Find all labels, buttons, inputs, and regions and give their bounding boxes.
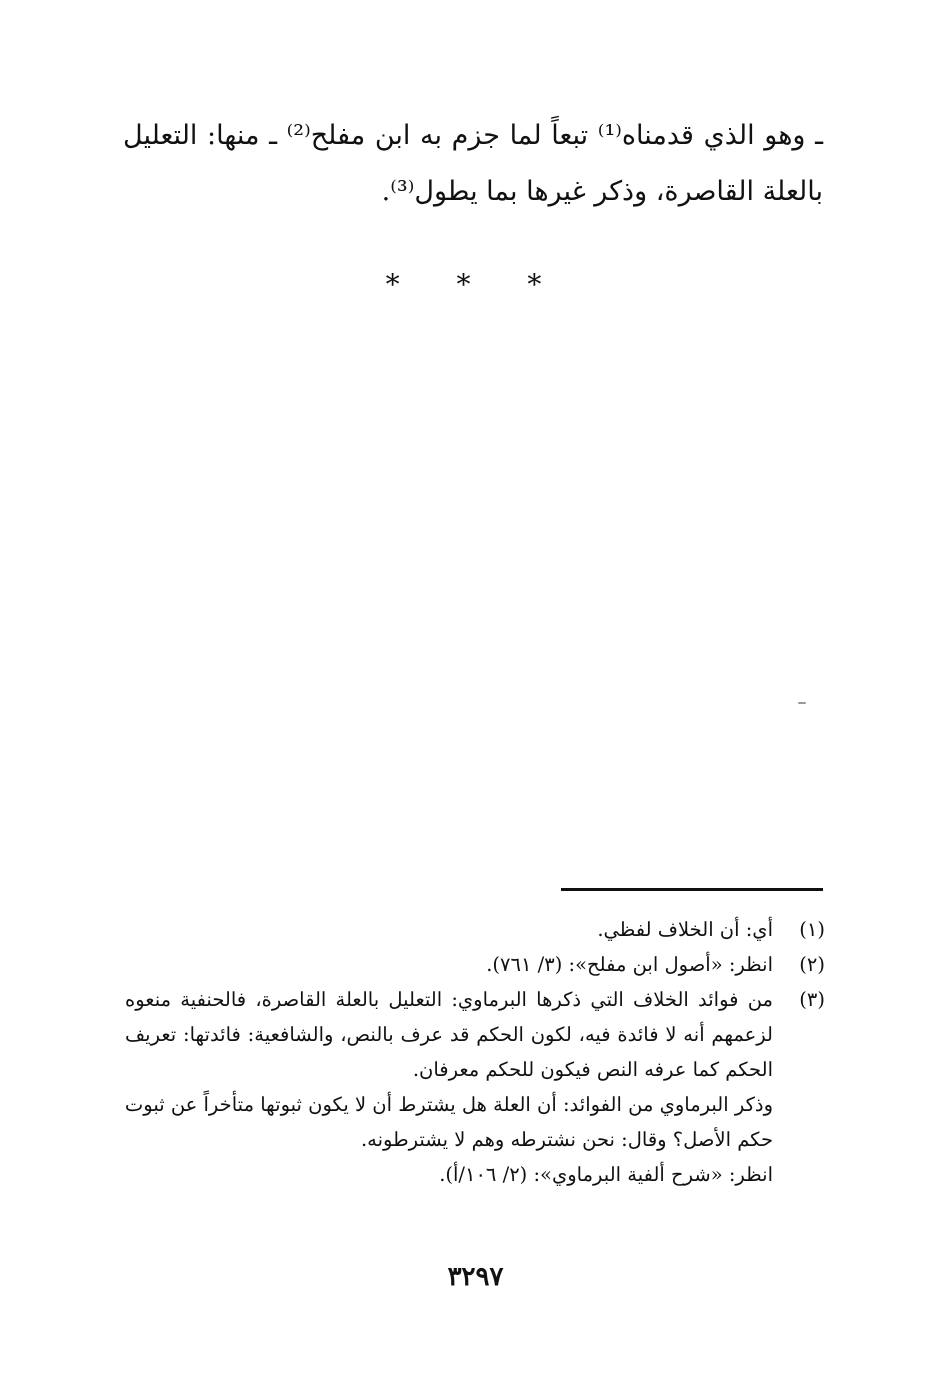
footnote-line: حكم الأصل؟ وقال: نحن نشترطه وهم لا يشترطونه.	[360, 1128, 773, 1151]
footnotes-block	[125, 912, 825, 1192]
main-text-line-2: بالعلة القاصرة، وذكر غيرها بما يطول⁽³⁾.	[381, 176, 823, 207]
footnote-divider	[561, 888, 823, 891]
footnote-line: انظر: «أصول ابن مفلح»: (٣/ ٧٦١).	[486, 953, 773, 976]
footnote-line: وذكر البرماوي من الفوائد: أن العلة هل يشترط أن لا يكون ثبوتها متأخراً عن ثبوت	[124, 1093, 773, 1116]
footnote-3	[125, 982, 825, 1192]
page-number: ٣٢٩٧	[447, 1262, 504, 1292]
footnote-line: لزعمهم أنه لا فائدة فيه، لكون الحكم قد عرف بالنص، والشافعية: فائدتها: تعريف	[125, 1023, 773, 1046]
scan-speck	[798, 702, 806, 704]
footnote-number: (١)	[799, 918, 825, 941]
footnote-line: الحكم كما عرفه النص فيكون للحكم معرفان.	[412, 1058, 773, 1081]
footnote-line: انظر: «شرح ألفية البرماوي»: (٢/ ١٠٦/أ).	[439, 1163, 773, 1186]
footnote-number: (٣)	[799, 988, 825, 1011]
footnote-line: أي: أن الخلاف لفظي.	[597, 918, 773, 941]
main-text-line-1: ـ وهو الذي قدمناه⁽¹⁾ تبعاً لما جزم به ابن مفلح⁽²⁾ ـ منها: التعليل	[123, 120, 824, 151]
footnote-2	[125, 947, 825, 982]
footnote-1	[125, 912, 825, 947]
footnote-number: (٢)	[799, 953, 825, 976]
main-text-block	[123, 108, 823, 220]
section-separator: * * *	[385, 268, 566, 301]
footnote-line: من فوائد الخلاف التي ذكرها البرماوي: التعليل بالعلة القاصرة، فالحنفية منعوه	[125, 988, 773, 1011]
